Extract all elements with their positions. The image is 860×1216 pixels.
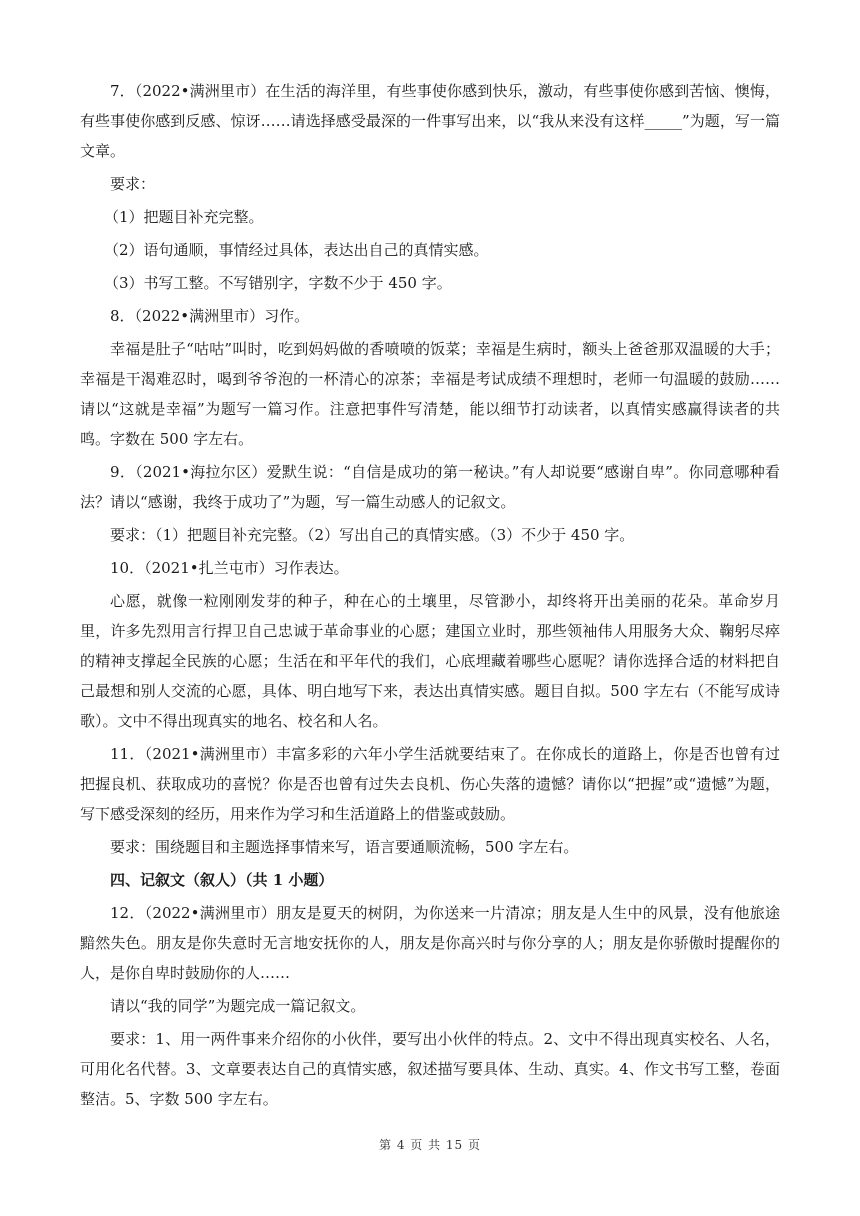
page-number-footer: 第 4 页 共 15 页: [379, 1138, 481, 1152]
question-9-requirements: 要求：（1）把题目补充完整。（2）写出自己的真情实感。（3）不少于 450 字。: [110, 526, 635, 544]
document-page: [80, 76, 780, 1114]
question-10-prompt: 心愿，就像一粒刚刚发芽的种子，种在心的土壤里，尽管渺小，却终将开出美丽的花朵。革命岁月里，许多先烈用言行捍卫自己忠诚于革命事业的心愿；建国立业时，那些领袖伟人用服务大众、鞠躬尽瘁的精神支撑起全民族的心愿；生活在和平年代的我们，心底埋藏着哪些心愿呢？请你选择合适的材料把自己最想和别人交流的心愿，具体、明白地写下来，表达出真情实感。题目自拟。500 字左右（不能写成诗歌）。文中不得出现真实的地名、校名和人名。: [80, 592, 780, 730]
question-12-requirements: 要求：1、用一两件事来介绍你的小伙伴，要写出小伙伴的特点。2、文中不得出现真实校名、人名，可用化名代替。3、文章要表达自己的真情实感，叙述描写要具体、生动、真实。4、作文书写工整，卷面整洁。5、字数 500 字左右。: [80, 1030, 780, 1108]
question-7-requirements-label: 要求：: [110, 175, 156, 193]
question-11-requirements: 要求：围绕题目和主题选择事情来写，语言要通顺流畅，500 字左右。: [110, 838, 579, 856]
question-10-title: 10．（2021•扎兰屯市）习作表达。: [110, 559, 349, 577]
section-4-heading: 四、记叙文（叙人）（共 1 小题）: [110, 871, 334, 889]
question-7-prompt: 7．（2022•满洲里市）在生活的海洋里，有些事使你感到快乐，激动，有些事使你感到苦恼、懊悔，有些事使你感到反感、惊讶……请选择感受最深的一件事写出来，以“我从来没有这样_____”为题，写一篇文章。: [80, 82, 780, 160]
question-8-prompt: 幸福是肚子“咕咕”叫时，吃到妈妈做的香喷喷的饭菜；幸福是生病时，额头上爸爸那双温暖的大手；幸福是干渴难忍时，喝到爷爷泡的一杯清心的凉茶；幸福是考试成绩不理想时，老师一句温暖的鼓励……请以“这就是幸福”为题写一篇习作。注意把事件写清楚，能以细节打动读者，以真情实感赢得读者的共鸣。字数在 500 字左右。: [80, 340, 780, 448]
question-12-instruction: 请以“我的同学”为题完成一篇记叙文。: [110, 997, 366, 1015]
question-7-requirement-3: （3）书写工整。不写错别字，字数不少于 450 字。: [104, 274, 452, 292]
question-8-title: 8．（2022•满洲里市）习作。: [110, 307, 310, 325]
question-11-prompt: 11．（2021•满洲里市）丰富多彩的六年小学生活就要结束了。在你成长的道路上，你是否也曾有过把握良机、获取成功的喜悦？你是否也曾有过失去良机、伤心失落的遗憾？请你以“把握”或“遗憾”为题，写下感受深刻的经历，用来作为学习和生活道路上的借鉴或鼓励。: [80, 745, 780, 823]
question-7-requirement-1: （1）把题目补充完整。: [104, 208, 264, 226]
question-12-prompt: 12．（2022•满洲里市）朋友是夏天的树阴，为你送来一片清凉；朋友是人生中的风景，没有他旅途黯然失色。朋友是你失意时无言地安抚你的人，朋友是你高兴时与你分享的人；朋友是你骄傲时提醒你的人，是你自卑时鼓励你的人……: [80, 904, 780, 982]
question-9-prompt: 9．（2021•海拉尔区）爱默生说：“自信是成功的第一秘诀。”有人却说要“感谢自卑”。你同意哪种看法？请以“感谢，我终于成功了”为题，写一篇生动感人的记叙文。: [80, 463, 780, 511]
question-7-requirement-2: （2）语句通顺，事情经过具体，表达出自己的真情实感。: [104, 241, 489, 259]
